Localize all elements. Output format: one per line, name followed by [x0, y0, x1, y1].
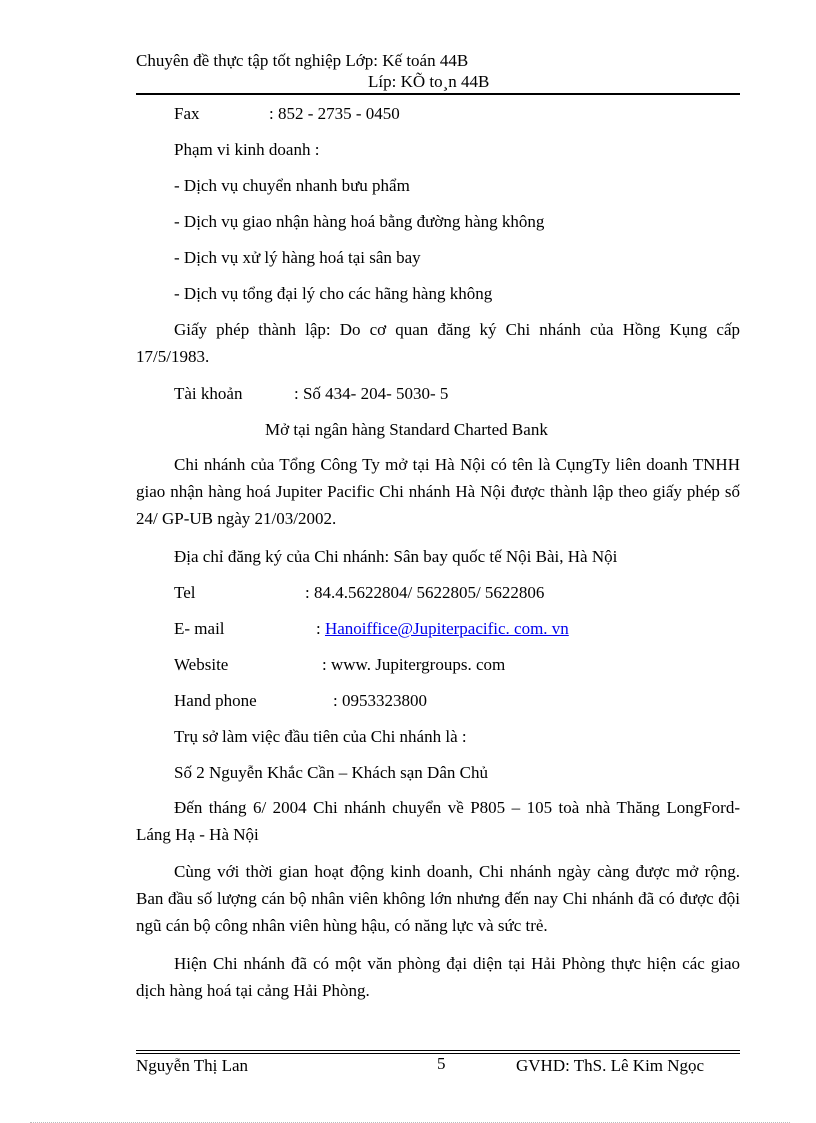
email-colon: :	[316, 619, 321, 638]
growth-paragraph: Cùng với thời gian hoạt động kinh doanh, Chi nhánh ngày càng được mở rộng. Ban đầu số lượng cán bộ nhân viên không lớn nhưng đến nay Chi nhánh đã có được đội ngũ cán bộ công nhân viên hùng hậu, có năng lực và sức trẻ.	[136, 862, 740, 935]
email-label: E- mail	[174, 619, 225, 638]
scope-item: - Dịch vụ giao nhận hàng hoá bằng đường hàng không	[174, 212, 545, 231]
header-class-garbled: Líp: KÕ to¸n 44B	[368, 72, 490, 91]
license-paragraph: Giấy phép thành lập: Do cơ quan đăng ký Chi nhánh của Hồng Kụng cấp 17/5/1983.	[136, 320, 740, 366]
email-value-group	[316, 619, 569, 639]
hand-phone-value: : 0953323800	[333, 691, 427, 710]
tel-label: Tel	[174, 583, 196, 602]
scope-item: - Dịch vụ xử lý hàng hoá tại sân bay	[174, 248, 421, 267]
email-link[interactable]: Hanoiffice@Jupiterpacific. com. vn	[324, 619, 569, 638]
move-paragraph: Đến tháng 6/ 2004 Chi nhánh chuyển về P805 – 105 toà nhà Thăng LongFord- Láng Hạ - Hà Nội	[136, 798, 740, 844]
fax-value: : 852 - 2735 - 0450	[269, 104, 400, 123]
scope-item: - Dịch vụ tổng đại lý cho các hãng hàng không	[174, 284, 493, 303]
header-divider	[136, 93, 740, 95]
hand-phone-label: Hand phone	[174, 691, 257, 710]
website-label: Website	[174, 655, 229, 674]
bank-line: Mở tại ngân hàng Standard Charted Bank	[265, 420, 548, 439]
page-number: 5	[437, 1054, 446, 1073]
website-value: : www. Jupitergroups. com	[322, 655, 506, 674]
first-office-title: Trụ sở làm việc đầu tiên của Chi nhánh là :	[174, 727, 467, 746]
scope-title: Phạm vi kinh doanh :	[174, 140, 320, 159]
footer-advisor: GVHD: ThS. Lê Kim Ngọc	[516, 1056, 705, 1075]
address-line: Địa chỉ đăng ký của Chi nhánh: Sân bay quốc tế Nội Bài, Hà Nội	[174, 547, 618, 566]
branch-intro-paragraph: Chi nhánh của Tổng Công Ty mở tại Hà Nội có tên là CụngTy liên doanh TNHH giao nhận hàng hoá Jupiter Pacific Chi nhánh Hà Nội được thành lập theo giấy phép số 24/ GP-UB ngày 21/03/2002.	[136, 455, 740, 528]
fax-label: Fax	[174, 104, 200, 123]
account-value: : Số 434- 204- 5030- 5	[294, 384, 449, 403]
account-label: Tài khoản	[174, 384, 243, 403]
header-title: Chuyên đề thực tập tốt nghiệp Lớp: Kế toán 44B	[136, 51, 469, 70]
footer-author: Nguyễn Thị Lan	[136, 1056, 249, 1075]
haiphong-paragraph: Hiện Chi nhánh đã có một văn phòng đại diện tại Hải Phòng thực hiện các giao dịch hàng hoá tại cảng Hải Phòng.	[136, 954, 740, 1000]
first-office: Số 2 Nguyễn Khắc Cần – Khách sạn Dân Chủ	[174, 763, 488, 782]
scope-item: - Dịch vụ chuyển nhanh bưu phẩm	[174, 176, 410, 195]
footer-divider	[136, 1050, 740, 1051]
tel-value: : 84.4.5622804/ 5622805/ 5622806	[305, 583, 545, 602]
